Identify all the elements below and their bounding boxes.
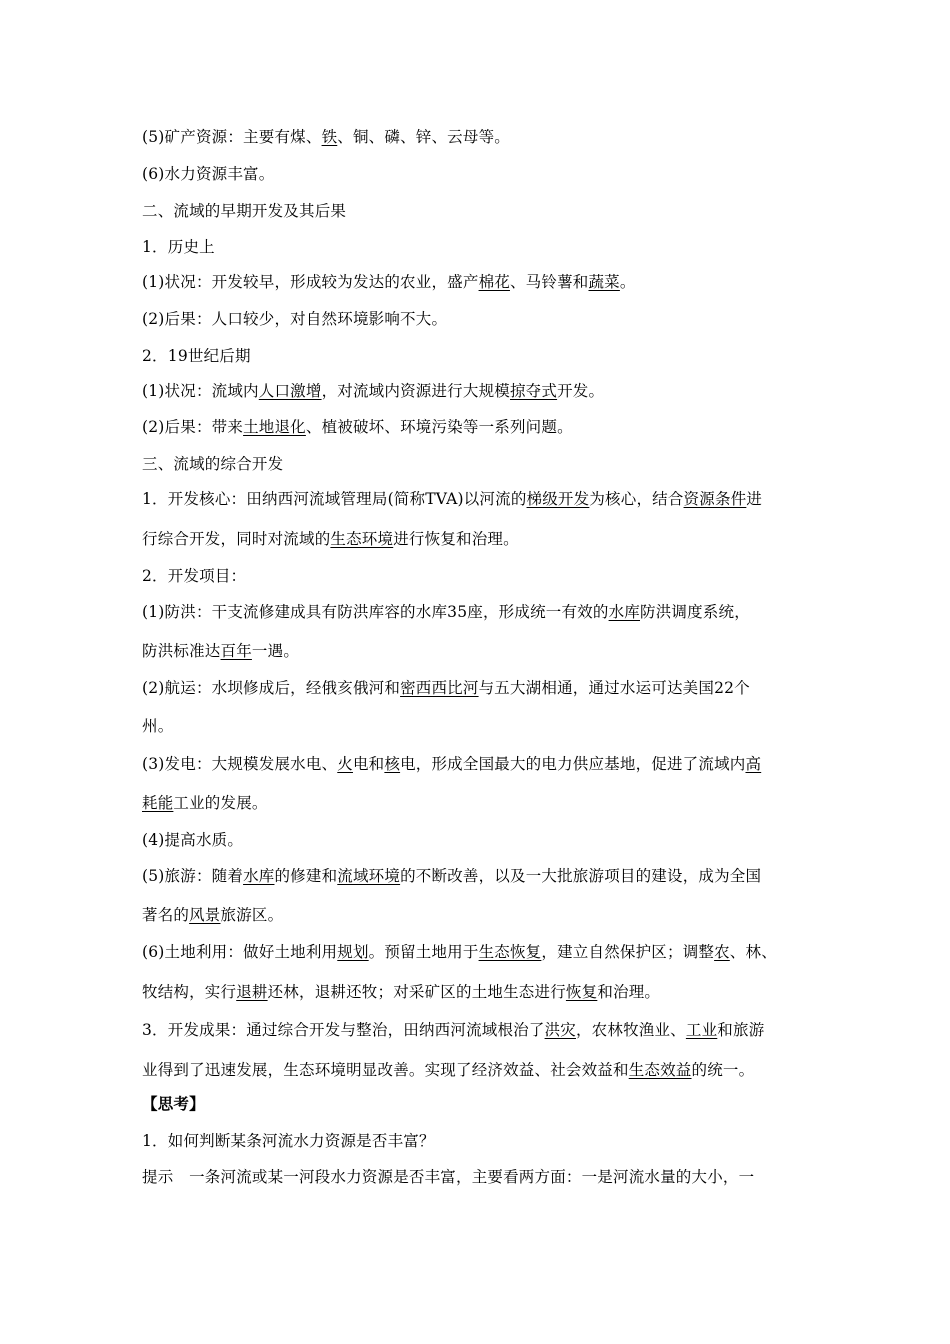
- text-segment: 行综合开发，同时对流域的: [142, 530, 331, 548]
- underlined-term: 土地退化: [243, 418, 306, 436]
- text-line: [142, 201, 346, 221]
- text-line: [142, 942, 777, 962]
- text-line: [142, 905, 283, 925]
- text-segment: 1．历史上: [142, 238, 215, 256]
- text-line: [142, 529, 519, 549]
- text-segment: (1)状况：开发较早，形成较为发达的农业，盛产: [142, 273, 479, 291]
- section-heading: 【思考】: [142, 1095, 205, 1113]
- text-segment: 提示 一条河流或某一河段水力资源是否丰富，主要看两方面：一是河流水量的大小，一: [142, 1168, 755, 1186]
- text-segment: 和旅游: [717, 1021, 765, 1039]
- underlined-term: 农: [714, 943, 730, 961]
- underlined-term: 核: [384, 755, 401, 773]
- text-line: [142, 1020, 764, 1040]
- text-segment: (2)航运：水坝修成后，经俄亥俄河和: [142, 679, 401, 697]
- text-segment: 与五大湖相通，通过水运可达美国22个: [478, 679, 750, 697]
- text-line: [142, 237, 215, 257]
- text-segment: 、铜、磷、锌、云母等。: [337, 128, 510, 146]
- text-segment: 3．开发成果：通过综合开发与整治，田纳西河流域根治了: [142, 1021, 545, 1039]
- text-line: [142, 127, 510, 147]
- text-line: [142, 454, 283, 474]
- text-segment: 、林、: [729, 943, 777, 961]
- underlined-term: 生态恢复: [478, 943, 542, 961]
- text-line: [142, 381, 604, 401]
- text-segment: 。预留土地用于: [368, 943, 479, 961]
- text-segment: 的统一。: [691, 1061, 755, 1079]
- text-line: [142, 641, 299, 661]
- text-segment: 的修建和: [274, 867, 338, 885]
- underlined-term: 百年: [220, 642, 252, 660]
- underlined-term: 密西西比河: [400, 679, 479, 697]
- underlined-term: 生态环境: [330, 530, 394, 548]
- underlined-term: 水库: [243, 867, 275, 885]
- underlined-term: 人口激增: [258, 382, 322, 400]
- text-line: [142, 982, 660, 1002]
- underlined-term: 恢复: [565, 983, 598, 1001]
- text-line: [142, 866, 761, 886]
- underlined-term: 铁: [321, 128, 338, 146]
- text-segment: 旅游区。: [220, 906, 284, 924]
- underlined-term: 棉花: [478, 273, 510, 291]
- text-line: [142, 1167, 754, 1187]
- text-line: [142, 272, 636, 292]
- text-line: [142, 1060, 754, 1080]
- text-line: [142, 830, 243, 850]
- text-line: [142, 346, 251, 366]
- text-line: [142, 1094, 205, 1114]
- text-segment: 。: [619, 273, 636, 291]
- text-segment: (5)旅游：随着: [142, 867, 244, 885]
- text-segment: 2．开发项目：: [142, 567, 247, 585]
- text-line: [142, 678, 750, 698]
- text-segment: (2)后果：带来: [142, 418, 244, 436]
- text-segment: 进行恢复和治理。: [393, 530, 519, 548]
- text-segment: 为核心，结合: [589, 490, 684, 508]
- underlined-term: 规划: [337, 943, 369, 961]
- text-segment: 牧结构，实行: [142, 983, 237, 1001]
- text-segment: 进: [746, 490, 763, 508]
- text-segment: 1．开发核心：田纳西河流域管理局(简称TVA)以河流的: [142, 490, 527, 508]
- text-segment: 和治理。: [597, 983, 661, 1001]
- text-segment: ，农林牧渔业、: [575, 1021, 686, 1039]
- text-line: [142, 716, 173, 736]
- text-segment: 著名的: [142, 906, 190, 924]
- text-line: [142, 602, 750, 622]
- text-segment: (5)矿产资源：主要有煤、: [142, 128, 322, 146]
- underlined-term: 掠夺式: [509, 382, 558, 400]
- text-segment: 工业的发展。: [173, 794, 268, 812]
- text-segment: 2．19世纪后期: [142, 347, 251, 365]
- text-segment: (4)提高水质。: [142, 831, 244, 849]
- underlined-term: 水库: [608, 603, 640, 621]
- text-segment: 还林，退耕还牧；对采矿区的土地生态进行: [267, 983, 566, 1001]
- text-segment: 一遇。: [251, 642, 300, 660]
- underlined-term: 梯级开发: [526, 490, 590, 508]
- text-segment: (1)防洪：干支流修建成具有防洪库容的水库35座，形成统一有效的: [142, 603, 609, 621]
- text-line: [142, 1131, 435, 1151]
- text-segment: ，建立自然保护区；调整: [541, 943, 715, 961]
- text-segment: 电和: [352, 755, 385, 773]
- underlined-term: 风景: [189, 906, 221, 924]
- text-line: [142, 309, 447, 329]
- text-segment: 三、流域的综合开发: [142, 455, 284, 473]
- text-line: [142, 417, 573, 437]
- text-segment: (6)水力资源丰富。: [142, 165, 275, 183]
- text-segment: 防洪调度系统，: [640, 603, 750, 621]
- underlined-term: 高: [745, 755, 762, 773]
- text-segment: 二、流域的早期开发及其后果: [142, 202, 347, 220]
- underlined-term: 工业: [685, 1021, 718, 1039]
- text-segment: (1)状况：流域内: [142, 382, 259, 400]
- underlined-term: 生态效益: [628, 1061, 692, 1079]
- text-segment: 、马铃薯和: [509, 273, 589, 291]
- text-segment: 业得到了迅速发展，生态环境明显改善。实现了经济效益、社会效益和: [142, 1061, 629, 1079]
- underlined-term: 洪灾: [544, 1021, 576, 1039]
- underlined-term: 流域环境: [337, 867, 401, 885]
- underlined-term: 蔬菜: [588, 273, 620, 291]
- text-segment: (3)发电：大规模发展水电、: [142, 755, 338, 773]
- text-segment: 、植被破坏、环境污染等一系列问题。: [305, 418, 573, 436]
- text-segment: 1．如何判断某条河流水力资源是否丰富？: [142, 1132, 435, 1150]
- text-segment: 开发。: [557, 382, 605, 400]
- text-segment: (2)后果：人口较少，对自然环境影响不大。: [142, 310, 448, 328]
- underlined-term: 耗能: [142, 794, 174, 812]
- text-line: [142, 164, 274, 184]
- text-segment: 的不断改善，以及一大批旅游项目的建设，成为全国: [400, 867, 762, 885]
- text-segment: (6)土地利用：做好土地利用: [142, 943, 338, 961]
- underlined-term: 火: [337, 755, 353, 773]
- text-line: [142, 793, 268, 813]
- text-line: [142, 754, 761, 774]
- text-segment: 防洪标准达: [142, 642, 221, 660]
- text-line: [142, 566, 246, 586]
- underlined-term: 资源条件: [683, 490, 747, 508]
- text-segment: 州。: [142, 717, 174, 735]
- text-line: [142, 489, 762, 509]
- underlined-term: 退耕: [236, 983, 268, 1001]
- text-segment: ，对流域内资源进行大规模: [321, 382, 510, 400]
- text-segment: 电，形成全国最大的电力供应基地，促进了流域内: [400, 755, 746, 773]
